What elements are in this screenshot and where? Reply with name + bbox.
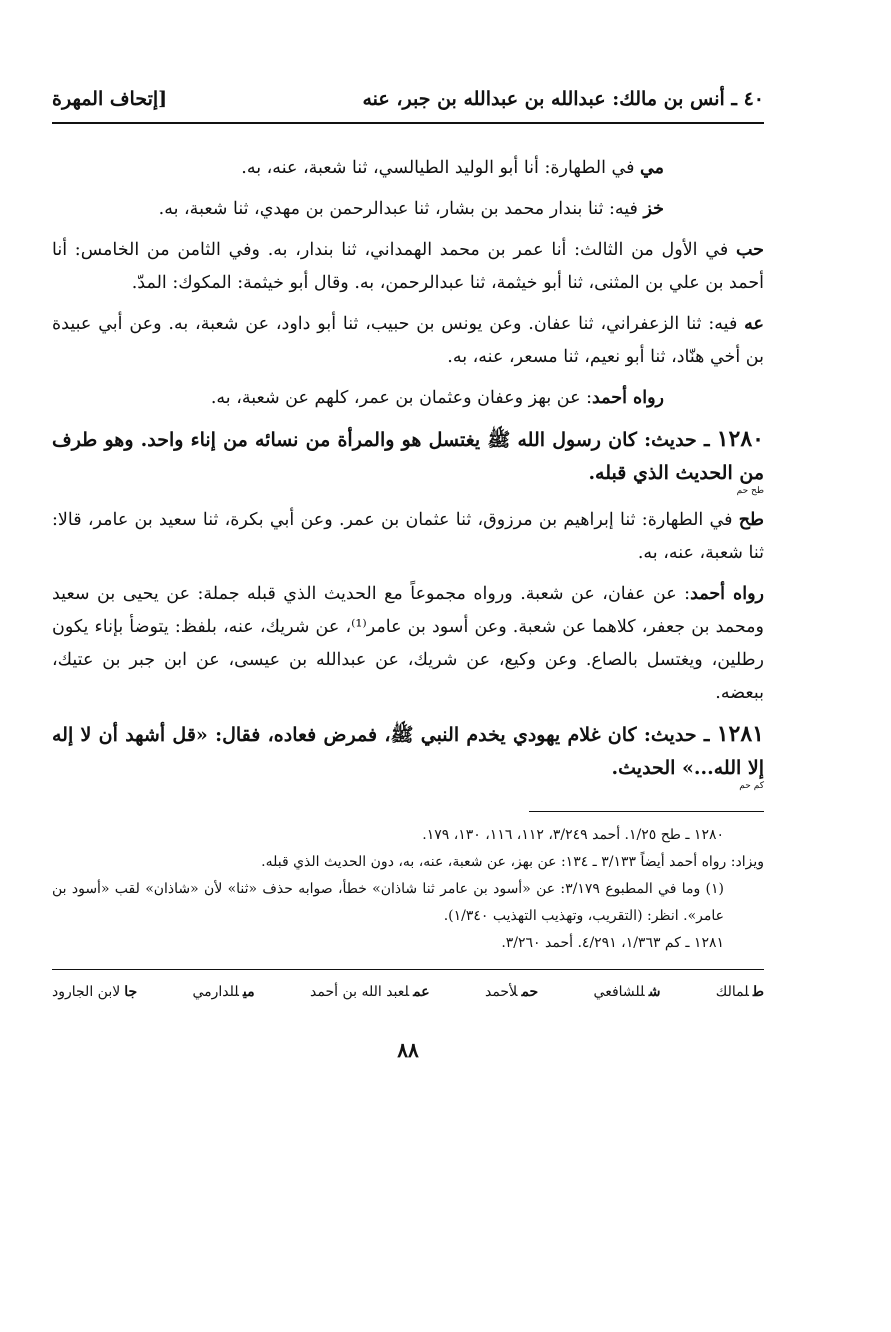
legend-item: شللشافعي: [593, 984, 661, 1000]
page-number: ٨٨: [397, 1038, 419, 1062]
legend-item: جالابن الجارود: [52, 984, 138, 1000]
paragraph-ahmad: رواه أحمد: عن بهز وعفان وعثمان بن عمر، كلهم عن شعبة، به.: [210, 388, 664, 408]
hadith-sigla: كم حم: [739, 781, 764, 791]
abbreviation-legend: [52, 984, 764, 1000]
footnote-separator: [529, 811, 764, 812]
legend-item: ميللدارمي: [192, 984, 255, 1000]
footnotes: [52, 822, 764, 957]
paragraph-ahmad-1280: رواه أحمد: عن عفان، عن شعبة. ورواه مجموعاً مع الحديث الذي قبله جملة: عن يحيى بن سعيد ومحمد بن جعفر، كلاهما عن شعبة. وعن أسود بن عامر⁽¹⁾، عن شريك، عنه، بلفظ: يتوضأ بإناء يكون رطلين، ويغتسل بالصاع. وعن وكيع، عن شريك، عن عبدالله بن عيسى، عن ابن جبر بن عتيك، ببعضه.: [52, 584, 764, 703]
paragraph-ah: عه فيه: ثنا الزعفراني، ثنا عفان. وعن يونس بن حبيب، ثنا أبو داود، عن شعبة، به. وعن أبي عبيدة بن أخي هنّاد، ثنا أبو نعيم، ثنا مسعر، عنه، به.: [52, 314, 764, 367]
legend-separator: [52, 969, 764, 970]
main-text: [52, 152, 764, 791]
paragraph-khuz: خز فيه: ثنا بندار محمد بن بشار، ثنا عبدالرحمن بن مهدي، ثنا شعبة، به.: [158, 199, 664, 219]
footnote: ويزاد: رواه أحمد أيضاً ٣/١٣٣ ـ ١٣٤: عن بهز، عن شعبة، عنه، به، دون الحديث الذي قبله.: [261, 854, 764, 870]
book-page: [52, 88, 764, 1062]
legend-item: حملأحمد: [484, 984, 539, 1000]
footnote: (١) وما في المطبوع ٣/١٧٩: عن «أسود بن عامر ثنا شاذان» خطأ، صوابه حذف «ثنا» لأن «شاذان» لقب «أسود بن عامر». انظر: (التقريب، وتهذيب التهذيب ١/٣٤٠).: [52, 881, 724, 924]
hadith-1280: [52, 423, 764, 496]
page-header: [52, 88, 764, 124]
hadith-text: كان رسول الله ﷺ يغتسل هو والمرأة من نسائه من إناء واحد. وهو طرف من الحديث الذي قبله.: [52, 429, 764, 484]
hadith-lead: ـ حديث:: [644, 429, 710, 451]
hadith-1281: [52, 718, 764, 791]
legend-item: عملعبد الله بن أحمد: [310, 984, 430, 1000]
hadith-text: كان غلام يهودي يخدم النبي ﷺ، فمرض فعاده، فقال: «قل أشهد أن لا إله إلا الله...» الحديث.: [52, 724, 764, 779]
footnote: ١٢٨٠ ـ طح ١/٢٥. أحمد ٣/٢٤٩، ١١٢، ١١٦، ١٣٠، ١٧٩.: [422, 827, 724, 843]
hadith-lead: ـ حديث:: [643, 724, 710, 746]
paragraph-tah: طح في الطهارة: ثنا إبراهيم بن مرزوق، ثنا عثمان بن عمر. وعن أبي بكرة، ثنا سعيد بن عامر، قالا: ثنا شعبة، عنه، به.: [52, 510, 764, 563]
paragraph-hib: حب في الأول من الثالث: أنا عمر بن محمد الهمداني، ثنا بندار، به. وفي الثامن من الخامس: أنا أحمد بن علي بن المثنى، ثنا أبو خيثمة، ثنا عبدالرحمن، به. وقال أبو خيثمة: المكوك: المدّ.: [52, 240, 764, 293]
running-title: ٤٠ ـ أنس بن مالك: عبدالله بن عبدالله بن جبر، عنه: [362, 88, 764, 110]
hadith-sigla: طح حم: [736, 486, 764, 496]
legend-item: طلمالك: [715, 984, 764, 1000]
paragraph-mi: مي في الطهارة: أنا أبو الوليد الطيالسي، ثنا شعبة، عنه، به.: [241, 158, 664, 178]
footnote: ١٢٨١ ـ كم ١/٣٦٣، ٤/٢٩١. أحمد ٣/٢٦٠.: [501, 935, 724, 951]
hadith-number: ١٢٨١: [716, 721, 764, 747]
hadith-number: ١٢٨٠: [716, 426, 764, 452]
book-title: [إتحاف المهرة: [52, 88, 168, 110]
